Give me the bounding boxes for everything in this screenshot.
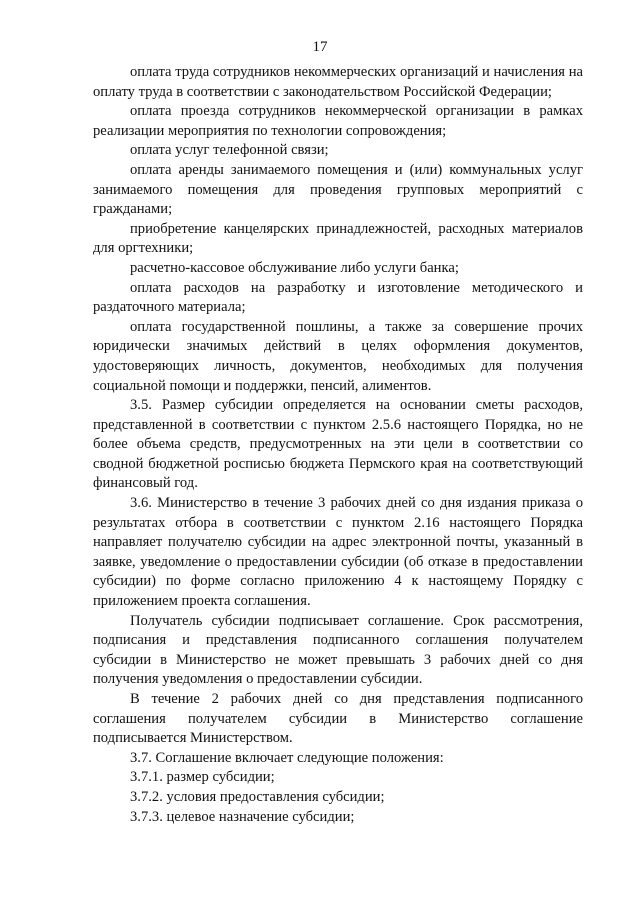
paragraph-3-7-2: 3.7.2. условия предоставления субсидии; xyxy=(130,788,385,805)
paragraph-3-7: 3.7. Соглашение включает следующие положения: xyxy=(130,749,444,766)
paragraph-ministry-signs: В течение 2 рабочих дней со дня представления подписанного соглашения получателем субсидии в Министерство соглашение подписывается Министерством. xyxy=(93,691,583,747)
document-body xyxy=(93,63,583,827)
paragraph-recipient-signs: Получатель субсидии подписывает соглашение. Срок рассмотрения, подписания и представления подписанного соглашения получателем субсидии в Министерство не может превышать 3 рабочих дней со дня получения уведомления о предоставлении субсидии. xyxy=(93,612,583,688)
paragraph-3-7-1: 3.7.1. размер субсидии; xyxy=(130,769,275,786)
page-number: 17 xyxy=(312,39,328,55)
paragraph-bank-services: расчетно-кассовое обслуживание либо услуги банка; xyxy=(130,259,459,276)
paragraph-3-5: 3.5. Размер субсидии определяется на основании сметы расходов, представленной в соответствии с пунктом 2.5.6 настоящего Порядка, но не более объема средств, предусмотренных на эти цели в соответствии со сводной бюджетной росписью бюджета Пермского края на соответствующий финансовый год. xyxy=(93,397,583,492)
paragraph-methodical-materials: оплата расходов на разработку и изготовление методического и раздаточного материала; xyxy=(93,279,583,316)
paragraph-3-7-3: 3.7.3. целевое назначение субсидии; xyxy=(130,808,355,825)
paragraph-labor-payment: оплата труда сотрудников некоммерческих организаций и начисления на оплату труда в соответствии с законодательством Российской Федерации; xyxy=(93,64,583,100)
paragraph-phone-services: оплата услуг телефонной связи; xyxy=(130,142,329,159)
paragraph-office-supplies: приобретение канцелярских принадлежностей, расходных материалов для оргтехники; xyxy=(93,220,583,257)
paragraph-3-6: 3.6. Министерство в течение 3 рабочих дней со дня издания приказа о результатах отбора в соответствии с пунктом 2.16 настоящего Порядка направляет получателю субсидии на адрес электронной почты, указанный в заявке, уведомление о предоставлении субсидии (об отказе в предоставлении субсидии) по форме согласно приложению 4 к настоящему Порядку с приложением проекта соглашения. xyxy=(93,495,583,610)
paragraph-state-duty: оплата государственной пошлины, а также за совершение прочих юридически значимых действий в целях оформления документов, удостоверяющих личность, документов, необходимых для получения социальной помощи и поддержки, пенсий, алиментов. xyxy=(93,318,583,394)
paragraph-rent-utilities: оплата аренды занимаемого помещения и (или) коммунальных услуг занимаемого помещения для проведения групповых мероприятий с гражданами; xyxy=(93,161,583,218)
paragraph-travel-payment: оплата проезда сотрудников некоммерческой организации в рамках реализации мероприятия по технологии сопровождения; xyxy=(93,103,583,139)
